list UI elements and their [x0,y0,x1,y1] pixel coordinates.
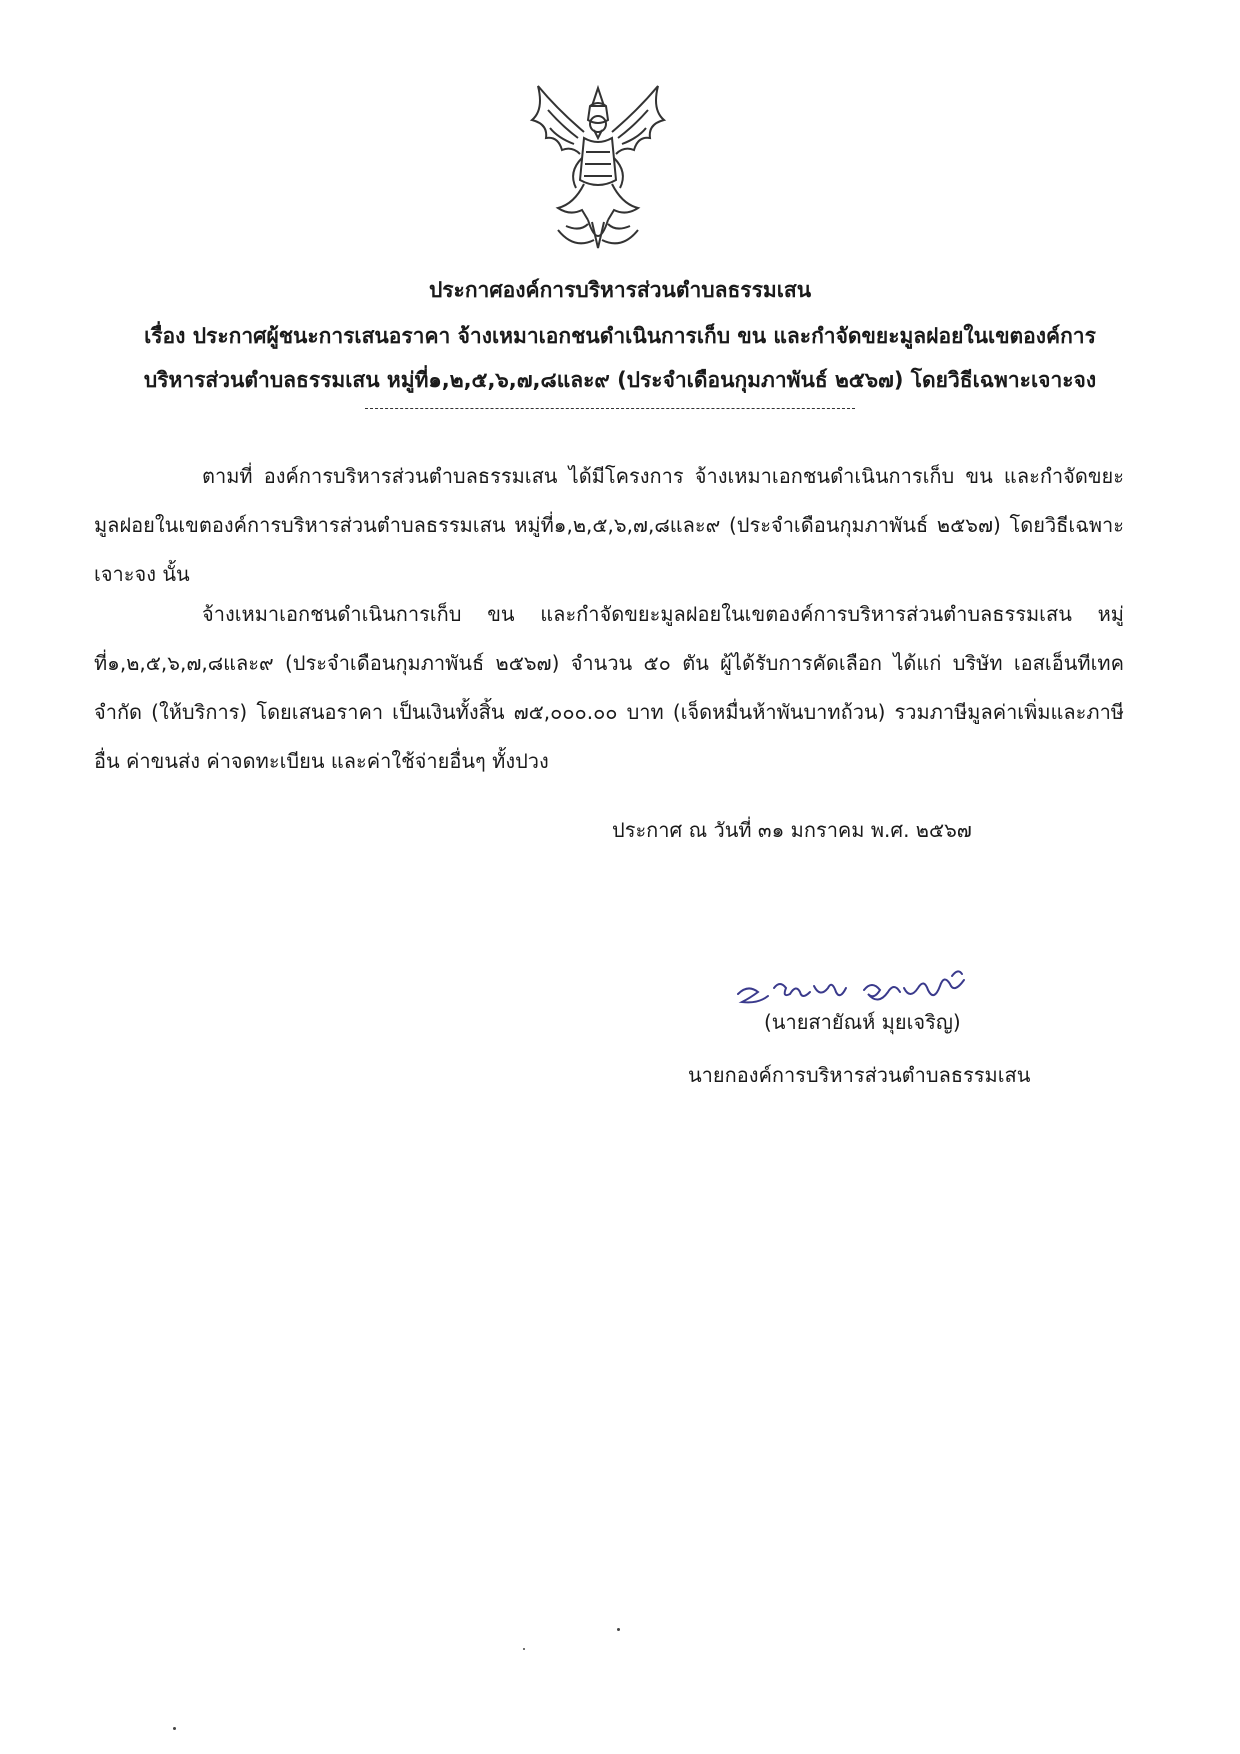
garuda-emblem-icon [518,80,678,260]
body-paragraph-2: จ้างเหมาเอกชนดำเนินการเก็บ ขน และกำจัดขยะมูลฝอยในเขตองค์การบริหารส่วนตำบลธรรมเสน หมู่ที่๑,๒,๕,๖,๗,๘และ๙ (ประจำเดือนกุมภาพันธ์ ๒๕๖๗) จำนวน ๕๐ ตัน ผู้ได้รับการคัดเลือก ได้แก่ บริษัท เอสเอ็นทีเทค จำกัด (ให้บริการ) โดยเสนอราคา เป็นเงินทั้งสิ้น ๗๕,๐๐๐.๐๐ บาท (เจ็ดหมื่นห้าพันบาทถ้วน) รวมภาษีมูลค่าเพิ่มและภาษีอื่น ค่าขนส่ง ค่าจดทะเบียน และค่าใช้จ่ายอื่นๆ ทั้งปวง [94,602,1124,773]
scan-speck [173,1727,176,1730]
announcement-date: ประกาศ ณ วันที่ ๓๑ มกราคม พ.ศ. ๒๕๖๗ [612,818,972,842]
subject-line-2: บริหารส่วนตำบลธรรมเสน หมู่ที่๑,๒,๕,๖,๗,๘และ๙ (ประจำเดือนกุมภาพันธ์ ๒๕๖๗) โดยวิธีเฉพาะเจาะจง [143,368,1097,392]
signer-position: นายกองค์การบริหารส่วนตำบลธรรมเสน [688,1063,1031,1087]
scan-speck [617,1628,620,1631]
scan-speck [523,1648,525,1650]
signer-name: (นายสายัณห์ มุยเจริญ) [764,1010,961,1034]
issuer-title: ประกาศองค์การบริหารส่วนตำบลธรรมเสน [428,278,812,302]
body-paragraph-1: ตามที่ องค์การบริหารส่วนตำบลธรรมเสน ได้มีโครงการ จ้างเหมาเอกชนดำเนินการเก็บ ขน และกำจัดขยะมูลฝอยในเขตองค์การบริหารส่วนตำบลธรรมเสน หมู่ที่๑,๒,๕,๖,๗,๘และ๙ (ประจำเดือนกุมภาพันธ์ ๒๕๖๗) โดยวิธีเฉพาะเจาะจง นั้น [94,464,1124,586]
subject-line-1: เรื่อง ประกาศผู้ชนะการเสนอราคา จ้างเหมาเอกชนดำเนินการเก็บ ขน และกำจัดขยะมูลฝอยในเขตองค์การ [144,324,1096,348]
separator-dashed-line [365,408,855,409]
